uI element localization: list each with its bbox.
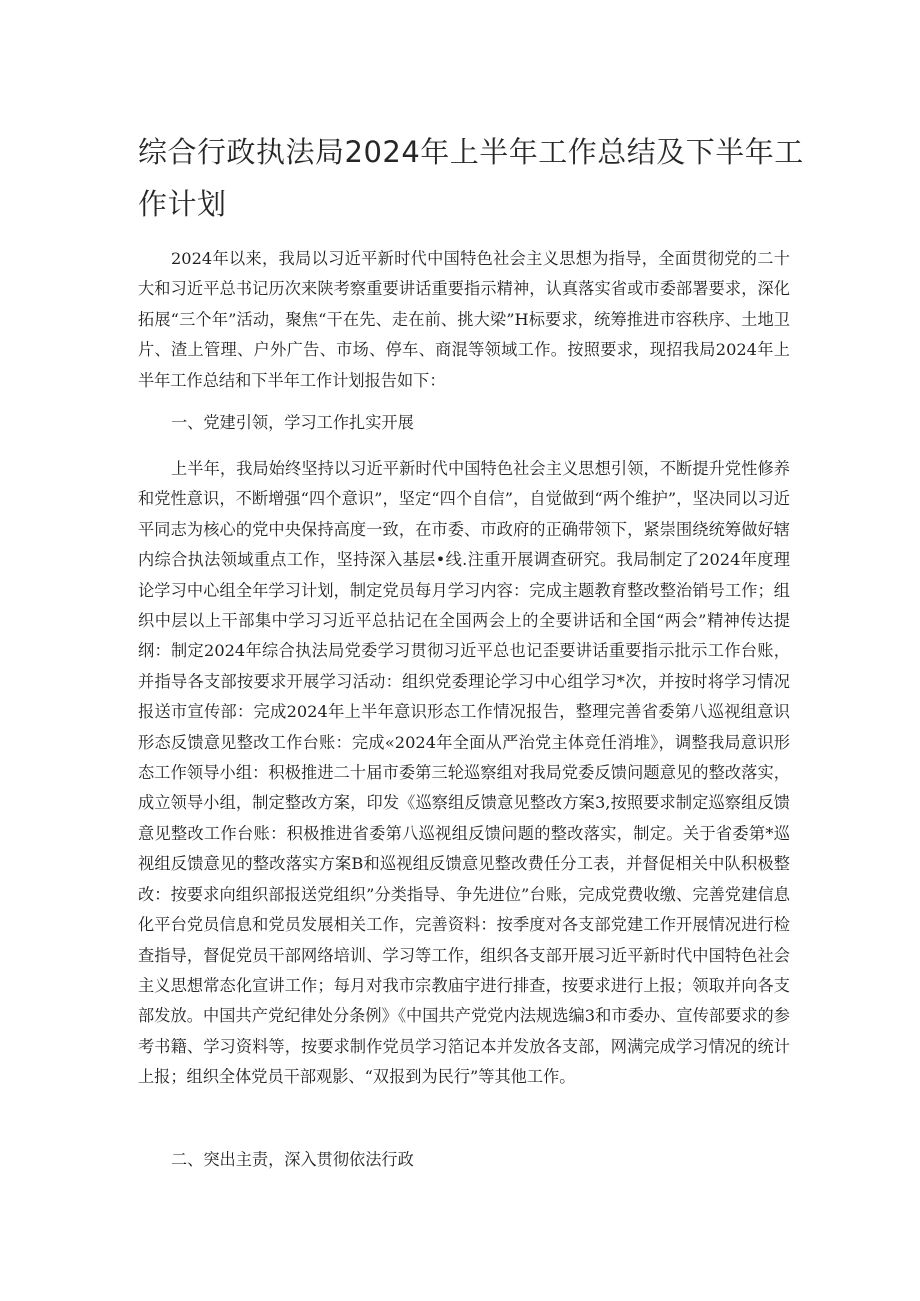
section-heading-2: 二、突出主责，深入贯彻依法行政 — [171, 1150, 414, 1169]
section-1-paragraph: 上半年，我局始终坚持以习近平新时代中国特色社会主义思想引领，不断提升党性修养和党性意识，不断增强“四个意识”，坚定“四个自信”，自觉做到“两个维护”，坚决同以习近平同志为核心的党中央保持高度一致，在市委、市政府的正确带领下，紧崇围绕统筹做好辖内综合执法领域重点工作，坚持深入基层•线.注重开展调查研究。我局制定了2024年度理论学习中心组全年学习计划，制定党员每月学习内容：完成主题教育整改整治销号工作；组织中层以上干部集中学习习近平总拈记在全国两会上的全要讲话和全国“两会”精神传达提纲：制定2024年综合执法局党委学习贯彻习近平总也记歪要讲话重要指示批示工作台账，并指导各支部按要求开展学习活动：组织党委理论学习中心组学习*次，并按时将学习情况报送市宣传部：完成2024年上半年意识形态工作情况报告，整理完善省委第八巡视组意识形态反馈意见整改工作台账：完成«2024年全面从严治党主体竞任消堆》，调整我局意识形态工作领导小组：积极推进二十届市委第三轮巡察组对我局党委反馈问题意见的整改落实，成立领导小组，制定整改方案，印发《巡察组反馈意见整改方案3,按照要求制定巡察组反馈意见整改工作台账：积极推进省委第八巡视组反馈问题的整改落实，制定。关于省委第*巡视组反馈意见的整改落实方案B和巡视组反馈意见整改费任分工表，并督促相关中队积极整改：按要求向组织部报送党组织”分类指导、争先进位”台账，完成党费收缴、完善党建信息化平台党员信息和党员发展相关工作，完善资料：按季度对各支部党建工作开展情况进行检查指导，督促党员干部网络培训、学习等工作，组织各支部开展习近平新时代中国特色社会主义思想常态化宣讲工作；每月对我市宗教庙宇进行排查，按要求进行上报；领取并向各支部发放。中国共产党纪律处分条例》《中国共产党党内法规选编3和市委办、宣传部要求的参考书籍、学习资料等，按要求制作党员学习箔记本并发放各支部，网满完成学习情况的统计上报；组织全体党员干部观影、“双报到为民行”等其他工作。 — [138, 459, 790, 1087]
document-title: 综合行政执法局2024年上半年工作总结及下半年工作计划 — [138, 135, 804, 221]
section-heading-1: 一、党建引领，学习工作扎实开展 — [171, 413, 414, 432]
intro-paragraph: 2024年以来，我局以习近平新时代中国特色社会主义思想为指导，全面贯彻党的二十大和习近平总书记历次来陕考察重要讲话重要指示精神，认真落实省或市委部署要求，深化拓展“三个年”活动，聚焦“干在先、走在前、挑大梁”H标要求，统筹推进市容秩序、土地卫片、渣上管理、户外广告、市场、停车、商混等领域工作。按照要求，现招我局2024年上半年工作总结和下半年工作计划报告如下： — [138, 249, 790, 390]
